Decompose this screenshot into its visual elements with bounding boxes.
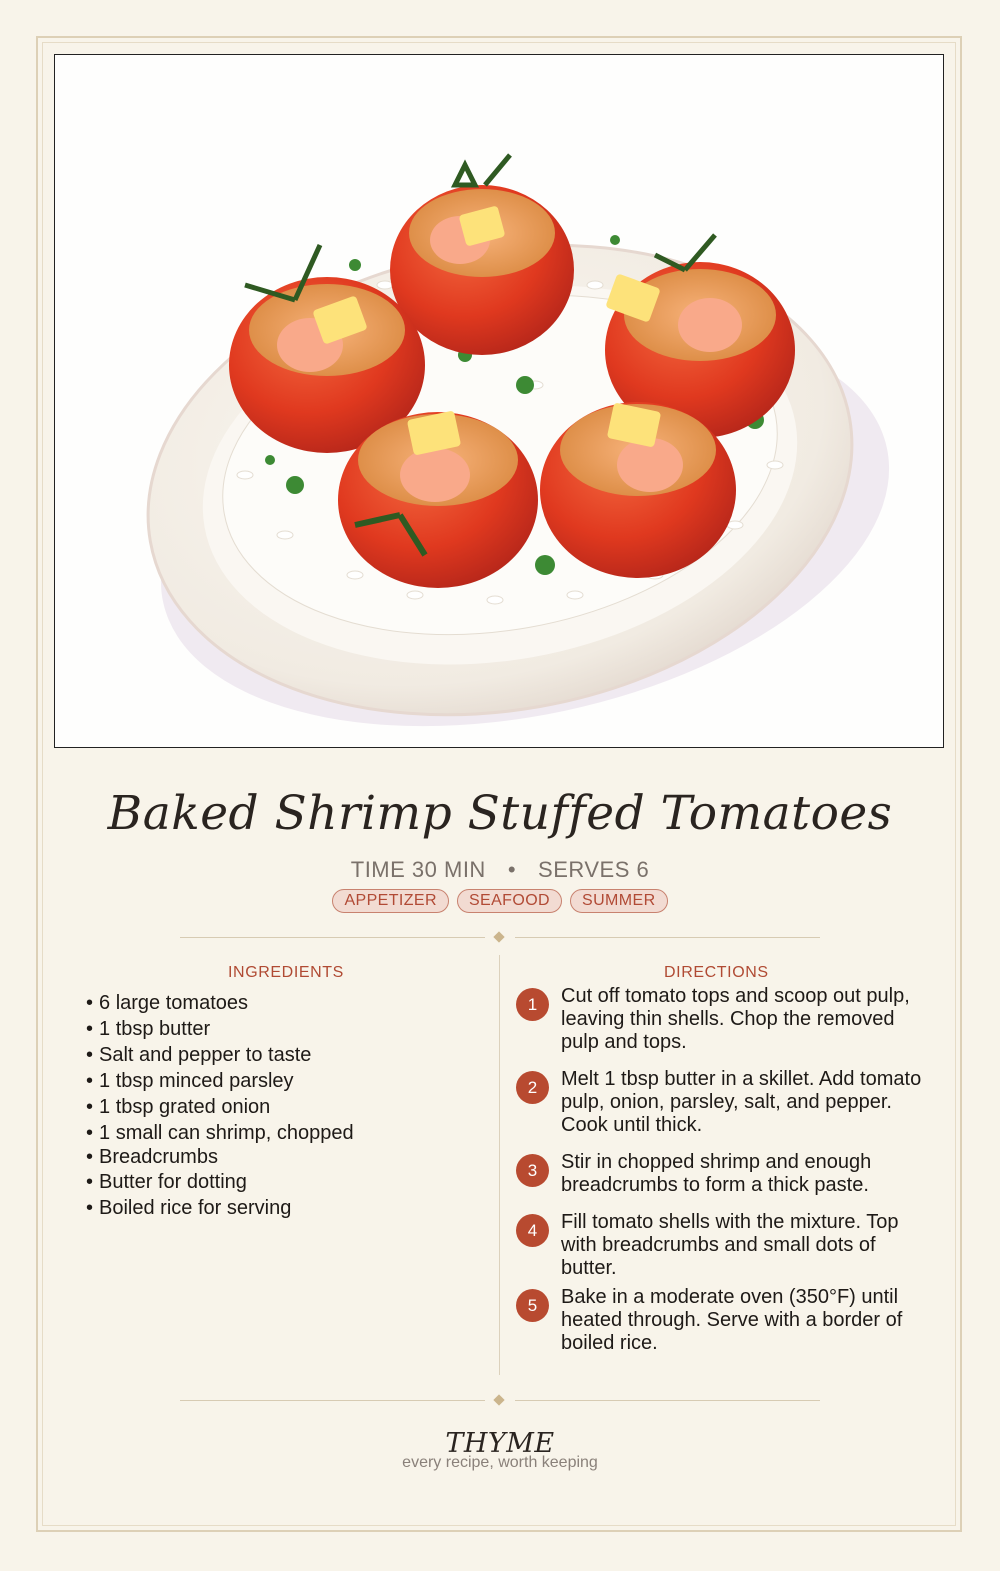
step-text: Cut off tomato tops and scoop out pulp, leaving thin shells. Chop the removed pulp and tops. [561, 985, 910, 1053]
serves-label: SERVES 6 [538, 857, 650, 882]
tag-appetizer[interactable]: APPETIZER [332, 889, 449, 913]
brand-tagline: every recipe, worth keeping [402, 1454, 598, 1471]
step-number-badge: 2 [516, 1071, 549, 1104]
diamond-ornament-icon [493, 931, 504, 942]
ingredient-item: • 1 small can shrimp, chopped [86, 1120, 354, 1146]
step-number-badge: 1 [516, 988, 549, 1021]
ingredient-item: • Boiled rice for serving [86, 1195, 354, 1221]
ingredient-item: • 1 tbsp grated onion [86, 1094, 354, 1120]
ingredients-heading: INGREDIENTS [228, 964, 344, 981]
tag-summer[interactable]: SUMMER [570, 889, 668, 913]
column-divider [499, 955, 500, 1375]
brand-logo: THYME [445, 1428, 555, 1459]
ingredient-item: • Breadcrumbs [86, 1146, 354, 1169]
directions-heading: DIRECTIONS [664, 964, 769, 981]
step-text: Fill tomato shells with the mixture. Top with breadcrumbs and small dots of butter. [561, 1211, 899, 1279]
step-text: Bake in a moderate oven (350°F) until heated through. Serve with a border of boiled rice. [561, 1286, 903, 1354]
step-number-badge: 4 [516, 1214, 549, 1247]
ingredient-item: • Butter for dotting [86, 1169, 354, 1195]
diamond-ornament-icon [493, 1394, 504, 1405]
step-text: Melt 1 tbsp butter in a skillet. Add tomato pulp, onion, parsley, salt, and pepper. Cook until thick. [561, 1068, 922, 1136]
ingredients-list [86, 990, 354, 1221]
ingredient-item: • 1 tbsp butter [86, 1016, 354, 1042]
step-number-badge: 3 [516, 1154, 549, 1187]
step-number-badge: 5 [516, 1289, 549, 1322]
ingredient-item: • 6 large tomatoes [86, 990, 354, 1016]
recipe-photo [54, 54, 944, 748]
recipe-meta [0, 857, 1000, 883]
top-divider [180, 931, 820, 945]
tag-seafood[interactable]: SEAFOOD [457, 889, 562, 913]
bottom-divider [180, 1394, 820, 1408]
time-label: TIME 30 MIN [350, 857, 486, 882]
tag-list [0, 889, 1000, 913]
meta-separator: • [507, 857, 517, 882]
ingredient-item: • Salt and pepper to taste [86, 1042, 354, 1068]
recipe-title: Baked Shrimp Stuffed Tomatoes [107, 786, 893, 841]
ingredient-item: • 1 tbsp minced parsley [86, 1068, 354, 1094]
step-text: Stir in chopped shrimp and enough breadcrumbs to form a thick paste. [561, 1151, 872, 1196]
